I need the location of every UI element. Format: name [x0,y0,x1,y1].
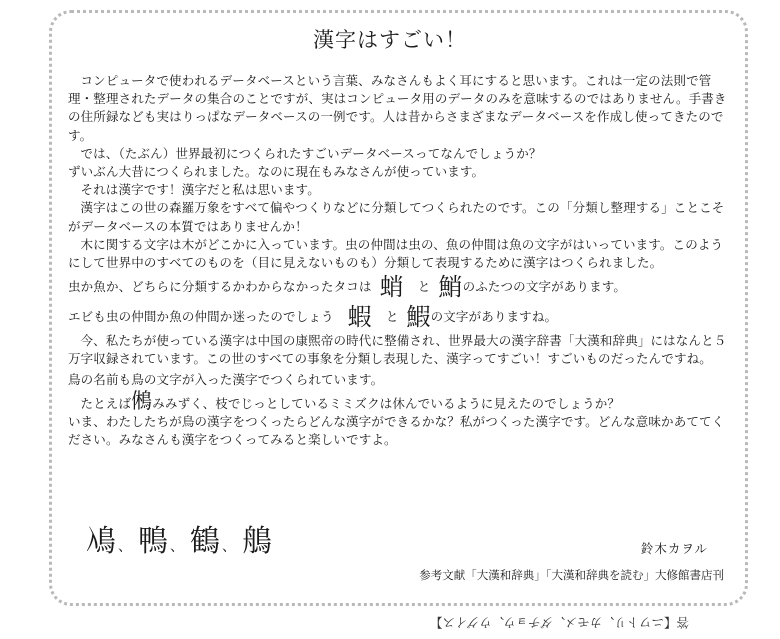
paragraph-database: コンピュータで使われるデータベースという言葉、みなさんもよく耳にすると思います。これは一定の法則で管理・整理されたデータの集合のことですが、実はコンピュータ用のデータのみを意味するのではありません。手書きの住所録なども実はりっぱなデータベースの一例です。人は昔からさまざまなデータベースを作成し使ってきたのです。 [68,73,727,143]
owl-text-before: たとえば [80,395,132,411]
kanji-separator: 、 [170,539,186,555]
shrimp-kanji-fish: 鰕 [406,303,431,332]
paragraph-make-kanji: いま、わたしたちが鳥の漢字をつくったらどんな漢字ができるかな？私がつくった漢字です。どんな意味かあててください。みなさんも漢字をつくってみると楽しいですよ。 [68,414,725,448]
paragraph-classification: 漢字はこの世の森羅万象をすべて偏やつくりなどに分類してつくられたのです。この「分類し整理する」ことこそがデータベースの本質ではありませんか！ [68,200,725,234]
paragraph-answer: それは漢字です！漢字だと私は思います。 [80,182,320,198]
paragraph-radicals: 木に関する文字は木がどこかに入っています。虫の仲間は虫の、魚の仲間は魚の文字がはいっています。このようにして世界中のすべてのものを（目に見えないものも）分類して表現するために漢字はつくられました。 [68,236,724,271]
upside-down-answer: 答【ニワトリ、カモメ、ダチョウ、ウグイス】 [430,615,690,630]
paragraph-question: では、（たぶん）世界最初につくられたすごいデータベースってなんでしょうか？ [80,145,542,161]
shrimp-text-and: と [385,309,399,325]
owl-kanji: 鵂 [131,388,153,413]
kanji-separator: 、 [118,539,134,555]
page-title: 漢字はすごい！ [313,28,467,52]
kanji-separator: 、 [222,539,238,555]
author-name: 鈴木カヲル [640,541,708,556]
octopus-kanji-insect: 蛸 [379,273,404,302]
article-body [68,72,732,449]
octopus-text-after: のふたつの文字があります。 [462,279,627,295]
shrimp-kanji-insect: 蝦 [347,303,372,332]
octopus-text-and: と [417,279,431,295]
shrimp-text-before: エビも虫の仲間か魚の仲間か迷ったのでしょう [68,309,334,325]
created-kanji-item: 鴨 [138,524,170,559]
octopus-text-before: 虫か魚か、どちらに分類するかわからなかったタコは [68,279,372,295]
created-kanji-item: 鶴 [190,524,222,559]
paragraph-owl [68,388,732,413]
owl-text-after: みみずく、枝でじっとしているミミズクは休んでいるように見えたのでしょうか？ [152,395,621,411]
paragraph-octopus [68,272,732,302]
created-kanji-item: 鳰 [86,524,118,559]
created-kanji-item: 鵃 [242,524,274,559]
reference-citation: 参考文献「大漢和辞典」「大漢和辞典を読む」大修館書店刊 [419,568,724,582]
created-kanji-list [86,516,274,560]
paragraph-shrimp [68,302,732,332]
paragraph-kangxi: 今、私たちが使っている漢字は中国の康煕帝の時代に整備され、世界最大の漢字辞書「大漢和辞典」にはなんと５万字収録されています。この世のすべての事象を分類し表現した、漢字ってすごい！すごいものだったんですね。 [68,333,727,367]
shrimp-text-after: の文字がありますね。 [430,309,558,325]
paragraph-birds: 鳥の名前も鳥の文字が入った漢字でつくられています。 [68,371,384,387]
octopus-kanji-fish: 鮹 [438,273,463,302]
paragraph-ancient: ずいぶん大昔につくられました。なのに現在もみなさんが使っています。 [68,164,485,180]
